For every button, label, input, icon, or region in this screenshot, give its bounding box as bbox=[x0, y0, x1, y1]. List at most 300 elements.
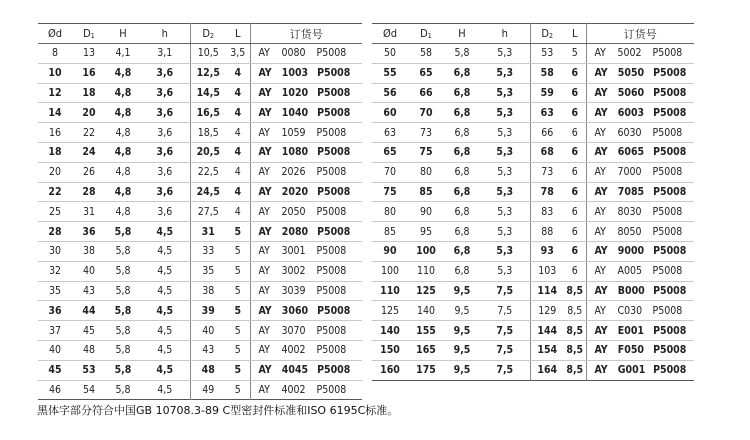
cell-L: 5 bbox=[226, 222, 250, 242]
cell-d: 150 bbox=[372, 340, 408, 360]
table-row bbox=[38, 321, 362, 341]
cell-d: 85 bbox=[372, 222, 408, 242]
order-number-part: P5008 bbox=[652, 166, 683, 179]
cell-d: 160 bbox=[380, 364, 400, 377]
cell-D1: 44 bbox=[72, 301, 106, 321]
order-number-part: AY bbox=[594, 304, 606, 317]
cell-D2: 12,5 bbox=[190, 63, 226, 83]
order-number-part: P5008 bbox=[317, 225, 351, 238]
table-row bbox=[372, 44, 694, 64]
cell-h: 3,6 bbox=[140, 202, 190, 222]
order-number-part: P5008 bbox=[652, 126, 683, 139]
cell-D1: 45 bbox=[72, 321, 106, 341]
footnote: 黑体字部分符合中国GB 10708.3-89 C型密封件标准和ISO 6195C标准。 bbox=[37, 404, 399, 417]
col-header-H: H bbox=[106, 24, 140, 44]
order-number-part: P5008 bbox=[653, 364, 687, 377]
order-number-part: 1003 bbox=[281, 67, 309, 80]
cell-D2: 35 bbox=[190, 261, 226, 281]
cell-L: 8,5 bbox=[564, 340, 586, 360]
cell-D1: 58 bbox=[408, 44, 444, 64]
cell-L: 4 bbox=[226, 83, 250, 103]
order-number-part: AY bbox=[258, 265, 270, 278]
table-row bbox=[372, 360, 694, 380]
cell-L: 8,5 bbox=[566, 364, 584, 377]
table-row bbox=[372, 63, 694, 83]
order-number-part: P5008 bbox=[316, 47, 347, 60]
cell-L: 6 bbox=[564, 241, 586, 261]
cell-D2: 27,5 bbox=[190, 202, 226, 222]
cell-H: 5,8 bbox=[106, 340, 140, 360]
cell-H: 6,8 bbox=[444, 83, 480, 103]
table-row bbox=[38, 261, 362, 281]
cell-L: 5 bbox=[226, 321, 250, 341]
cell-D1: 28 bbox=[72, 182, 106, 202]
cell-L: 4 bbox=[226, 123, 250, 143]
cell-L: 4 bbox=[226, 63, 250, 83]
cell-D1: 16 bbox=[72, 63, 106, 83]
cell-h: 5,3 bbox=[480, 123, 530, 143]
cell-d: 22 bbox=[38, 182, 72, 202]
cell-d: 14 bbox=[38, 103, 72, 123]
order-number-part: AY bbox=[594, 86, 608, 99]
table-row bbox=[372, 301, 694, 321]
cell-d: 140 bbox=[372, 321, 408, 341]
size-table-right bbox=[372, 23, 694, 381]
order-number-part: 4045 bbox=[281, 364, 309, 377]
cell-h: 4,5 bbox=[140, 261, 190, 281]
cell-H: 5,8 bbox=[106, 301, 140, 321]
cell-H: 4,8 bbox=[106, 63, 140, 83]
cell-D2: 20,5 bbox=[190, 142, 226, 162]
order-number-part: AY bbox=[594, 324, 608, 337]
order-number-part: AY bbox=[594, 245, 608, 258]
cell-d: 75 bbox=[372, 182, 408, 202]
cell-d: 80 bbox=[372, 202, 408, 222]
cell-order-number bbox=[250, 301, 362, 321]
cell-d: 18 bbox=[38, 142, 72, 162]
table-row bbox=[38, 222, 362, 242]
cell-D1: 54 bbox=[82, 383, 96, 396]
order-number-part: AY bbox=[258, 146, 272, 159]
cell-d: 40 bbox=[38, 340, 72, 360]
table-row bbox=[38, 241, 362, 261]
order-number-part: 2050 bbox=[281, 205, 306, 218]
order-number-part: 4002 bbox=[281, 383, 306, 396]
cell-order-number bbox=[586, 360, 694, 380]
cell-order-number bbox=[250, 103, 362, 123]
cell-h: 4,5 bbox=[140, 321, 190, 341]
cell-L: 6 bbox=[564, 142, 586, 162]
order-number-part: AY bbox=[258, 304, 272, 317]
cell-d: 25 bbox=[38, 202, 72, 222]
col-header-D2: $D_2$ bbox=[530, 24, 564, 44]
cell-D2: 40 bbox=[190, 321, 226, 341]
table-row bbox=[38, 162, 362, 182]
cell-H: 5,8 bbox=[106, 360, 140, 380]
order-number-part: P5008 bbox=[653, 86, 687, 99]
table-row bbox=[38, 182, 362, 202]
cell-D1: 38 bbox=[72, 241, 106, 261]
col-header-L: L bbox=[564, 24, 586, 44]
cell-L: 6 bbox=[564, 63, 586, 83]
cell-L: 5 bbox=[226, 301, 250, 321]
cell-D2: 78 bbox=[530, 182, 564, 202]
order-number-part: C030 bbox=[617, 304, 643, 317]
cell-H: 6,8 bbox=[444, 103, 480, 123]
cell-h: 3,6 bbox=[140, 123, 190, 143]
cell-H: 5,8 bbox=[444, 44, 480, 64]
cell-d: 46 bbox=[48, 383, 62, 396]
order-number-part: AY bbox=[258, 225, 272, 238]
cell-D1: 85 bbox=[408, 182, 444, 202]
order-number-part: AY bbox=[594, 47, 606, 60]
cell-H: 6,8 bbox=[444, 241, 480, 261]
order-number-part: AY bbox=[258, 344, 270, 357]
table-row bbox=[38, 340, 362, 360]
cell-D1: 95 bbox=[408, 222, 444, 242]
cell-h: 3,1 bbox=[140, 44, 190, 64]
cell-D1: 75 bbox=[408, 142, 444, 162]
cell-order-number bbox=[250, 182, 362, 202]
order-number-part: AY bbox=[594, 364, 608, 377]
cell-order-number bbox=[250, 340, 362, 360]
cell-order-number bbox=[250, 63, 362, 83]
cell-L: 6 bbox=[564, 261, 586, 281]
order-number-part: P5008 bbox=[316, 126, 347, 139]
order-number-part: E001 bbox=[617, 324, 644, 337]
order-number-part: P5008 bbox=[317, 86, 351, 99]
order-number-part: AY bbox=[258, 67, 272, 80]
cell-H: 6,8 bbox=[444, 123, 480, 143]
cell-L: 3,5 bbox=[226, 44, 250, 64]
order-number-part: P5008 bbox=[317, 146, 351, 159]
header-row bbox=[372, 24, 694, 44]
cell-L: 6 bbox=[564, 83, 586, 103]
order-number-part: AY bbox=[258, 245, 270, 258]
cell-D1: 22 bbox=[72, 123, 106, 143]
cell-D2: 114 bbox=[530, 281, 564, 301]
cell-L: 5 bbox=[226, 261, 250, 281]
table-row bbox=[372, 142, 694, 162]
order-number-part: 3039 bbox=[281, 284, 306, 297]
cell-h: 7,5 bbox=[496, 364, 514, 377]
cell-L: 5 bbox=[226, 241, 250, 261]
size-table-left bbox=[38, 23, 362, 400]
order-number-part: AY bbox=[258, 324, 270, 337]
cell-D1: 43 bbox=[72, 281, 106, 301]
order-number-part: AY bbox=[258, 205, 270, 218]
cell-D2: 93 bbox=[530, 241, 564, 261]
cell-order-number bbox=[250, 44, 362, 64]
cell-H: 4,8 bbox=[106, 103, 140, 123]
table-row bbox=[38, 103, 362, 123]
col-header-h: h bbox=[480, 24, 530, 44]
cell-order-number bbox=[586, 123, 694, 143]
cell-d: 20 bbox=[38, 162, 72, 182]
cell-L: 4 bbox=[226, 103, 250, 123]
table-row bbox=[372, 123, 694, 143]
cell-D1: 31 bbox=[72, 202, 106, 222]
cell-h: 5,3 bbox=[480, 202, 530, 222]
order-number-part: P5008 bbox=[317, 304, 351, 317]
order-number-part: 1080 bbox=[281, 146, 309, 159]
cell-D1: 40 bbox=[72, 261, 106, 281]
order-number-part: AY bbox=[258, 86, 272, 99]
order-number-part: P5008 bbox=[317, 185, 351, 198]
cell-h: 4,5 bbox=[140, 281, 190, 301]
cell-d: 55 bbox=[372, 63, 408, 83]
col-header-D1: $D_1$ bbox=[72, 24, 106, 44]
cell-h: 5,3 bbox=[480, 83, 530, 103]
cell-L: 5 bbox=[564, 44, 586, 64]
cell-D2: 10,5 bbox=[190, 44, 226, 64]
cell-order-number bbox=[250, 202, 362, 222]
cell-D2: 24,5 bbox=[190, 182, 226, 202]
order-number-part: P5008 bbox=[316, 205, 347, 218]
order-number-part: P5008 bbox=[316, 324, 347, 337]
order-number-part: P5008 bbox=[653, 185, 687, 198]
cell-D1: 125 bbox=[408, 281, 444, 301]
order-number-part: 2080 bbox=[281, 225, 309, 238]
order-number-part: 1059 bbox=[281, 126, 306, 139]
table-row bbox=[38, 44, 362, 64]
cell-H: 5,8 bbox=[106, 222, 140, 242]
order-number-part: 3002 bbox=[281, 265, 306, 278]
order-number-part: 8050 bbox=[617, 225, 642, 238]
cell-d: 8 bbox=[38, 44, 72, 64]
order-number-part: P5008 bbox=[653, 245, 687, 258]
order-number-part: P5008 bbox=[653, 106, 687, 119]
cell-D2: 63 bbox=[530, 103, 564, 123]
cell-D1: 175 bbox=[416, 364, 436, 377]
table-row bbox=[38, 83, 362, 103]
table-row bbox=[38, 202, 362, 222]
cell-order-number bbox=[250, 261, 362, 281]
table-row bbox=[372, 241, 694, 261]
order-number-part: P5008 bbox=[316, 166, 347, 179]
cell-h: 3,6 bbox=[140, 182, 190, 202]
col-header-L: L bbox=[226, 24, 250, 44]
cell-D1: 110 bbox=[408, 261, 444, 281]
order-number-part: AY bbox=[594, 284, 608, 297]
cell-h: 5,3 bbox=[480, 261, 530, 281]
cell-D1: 140 bbox=[408, 301, 444, 321]
cell-D2: 58 bbox=[530, 63, 564, 83]
cell-D2: 31 bbox=[190, 222, 226, 242]
table-row bbox=[372, 202, 694, 222]
cell-d: 16 bbox=[38, 123, 72, 143]
order-number-part: P5008 bbox=[316, 383, 347, 396]
cell-order-number bbox=[586, 162, 694, 182]
cell-order-number bbox=[250, 281, 362, 301]
cell-h: 5,3 bbox=[480, 222, 530, 242]
cell-order-number bbox=[250, 142, 362, 162]
cell-d: 45 bbox=[38, 360, 72, 380]
cell-D1: 100 bbox=[408, 241, 444, 261]
order-number-part: 6065 bbox=[617, 146, 645, 159]
order-number-part: 5050 bbox=[617, 67, 645, 80]
table-row bbox=[372, 83, 694, 103]
cell-H: 6,8 bbox=[444, 222, 480, 242]
order-number-part: 0080 bbox=[281, 47, 306, 60]
order-number-part: AY bbox=[258, 185, 272, 198]
order-number-part: P5008 bbox=[317, 106, 351, 119]
cell-d: 35 bbox=[38, 281, 72, 301]
cell-order-number bbox=[250, 83, 362, 103]
cell-order-number bbox=[586, 202, 694, 222]
cell-D2: 33 bbox=[190, 241, 226, 261]
cell-h: 4,5 bbox=[140, 360, 190, 380]
order-number-part: AY bbox=[258, 383, 270, 396]
cell-order-number bbox=[586, 142, 694, 162]
order-number-part: AY bbox=[594, 185, 608, 198]
cell-D2: 43 bbox=[190, 340, 226, 360]
order-number-part: P5008 bbox=[652, 47, 683, 60]
cell-h: 4,5 bbox=[140, 222, 190, 242]
cell-D2: 83 bbox=[530, 202, 564, 222]
order-number-part: AY bbox=[258, 47, 270, 60]
cell-L: 5 bbox=[226, 281, 250, 301]
order-number-part: P5008 bbox=[653, 344, 687, 357]
cell-D1: 90 bbox=[408, 202, 444, 222]
cell-H: 6,8 bbox=[444, 261, 480, 281]
cell-H: 6,8 bbox=[444, 142, 480, 162]
cell-H: 5,8 bbox=[115, 383, 131, 396]
cell-D1: 66 bbox=[408, 83, 444, 103]
order-number-part: 9000 bbox=[617, 245, 645, 258]
cell-D2: 68 bbox=[530, 142, 564, 162]
cell-H: 5,8 bbox=[106, 321, 140, 341]
cell-h: 5,3 bbox=[480, 182, 530, 202]
cell-h: 4,5 bbox=[140, 301, 190, 321]
cell-order-number bbox=[586, 321, 694, 341]
table-row bbox=[38, 63, 362, 83]
cell-D2: 129 bbox=[530, 301, 564, 321]
table-row bbox=[372, 162, 694, 182]
cell-L: 6 bbox=[564, 123, 586, 143]
cell-order-number bbox=[250, 222, 362, 242]
cell-h: 3,6 bbox=[140, 103, 190, 123]
table-row bbox=[372, 222, 694, 242]
cell-h: 3,6 bbox=[140, 83, 190, 103]
cell-D2: 38 bbox=[190, 281, 226, 301]
order-number-part: 3001 bbox=[281, 245, 306, 258]
order-number-part: AY bbox=[258, 284, 270, 297]
order-number-part: P5008 bbox=[653, 284, 687, 297]
cell-H: 5,8 bbox=[106, 281, 140, 301]
col-header-d: Ød bbox=[38, 24, 72, 44]
cell-D2: 154 bbox=[530, 340, 564, 360]
order-number-part: AY bbox=[258, 106, 272, 119]
col-header-D1: $D_1$ bbox=[408, 24, 444, 44]
order-number-part: AY bbox=[594, 67, 608, 80]
order-number-part: P5008 bbox=[316, 245, 347, 258]
cell-d: 125 bbox=[372, 301, 408, 321]
cell-L: 8,5 bbox=[564, 281, 586, 301]
cell-H: 9,5 bbox=[444, 340, 480, 360]
order-number-part: AY bbox=[594, 106, 608, 119]
cell-L: 4 bbox=[226, 202, 250, 222]
cell-H: 6,8 bbox=[444, 202, 480, 222]
cell-D2: 49 bbox=[190, 380, 226, 400]
order-number-part: 7000 bbox=[617, 166, 642, 179]
order-number-part: AY bbox=[594, 225, 606, 238]
cell-L: 8,5 bbox=[564, 321, 586, 341]
cell-order-number bbox=[250, 321, 362, 341]
order-number-part: 3060 bbox=[281, 304, 309, 317]
cell-D1: 18 bbox=[72, 83, 106, 103]
order-number-part: AY bbox=[594, 146, 608, 159]
order-number-part: 1040 bbox=[281, 106, 309, 119]
cell-order-number bbox=[586, 301, 694, 321]
cell-D2: 164 bbox=[530, 360, 564, 380]
cell-d: 37 bbox=[38, 321, 72, 341]
cell-H: 9,5 bbox=[444, 301, 480, 321]
order-number-part: P5008 bbox=[652, 304, 683, 317]
cell-L: 6 bbox=[564, 202, 586, 222]
cell-D2: 53 bbox=[530, 44, 564, 64]
order-number-part: P5008 bbox=[652, 265, 683, 278]
table-row bbox=[38, 123, 362, 143]
cell-H: 6,8 bbox=[444, 63, 480, 83]
order-number-part: G001 bbox=[617, 364, 646, 377]
cell-order-number bbox=[586, 241, 694, 261]
cell-D2: 16,5 bbox=[190, 103, 226, 123]
cell-D2: 73 bbox=[530, 162, 564, 182]
order-number-part: 7085 bbox=[617, 185, 645, 198]
cell-H: 4,8 bbox=[106, 83, 140, 103]
cell-H: 4,8 bbox=[106, 162, 140, 182]
cell-L: 4 bbox=[226, 162, 250, 182]
table-row bbox=[38, 281, 362, 301]
cell-order-number bbox=[586, 83, 694, 103]
order-number-part: P5008 bbox=[317, 364, 351, 377]
col-header-order-number: 订货号 bbox=[586, 24, 694, 44]
col-header-d: Ød bbox=[372, 24, 408, 44]
cell-D2: 22,5 bbox=[190, 162, 226, 182]
cell-L: 4 bbox=[226, 142, 250, 162]
cell-D2: 88 bbox=[530, 222, 564, 242]
cell-H: 4,1 bbox=[106, 44, 140, 64]
cell-h: 7,5 bbox=[480, 340, 530, 360]
cell-D2: 48 bbox=[190, 360, 226, 380]
cell-d: 10 bbox=[38, 63, 72, 83]
order-number-part: 1020 bbox=[281, 86, 309, 99]
order-number-part: 8030 bbox=[617, 205, 642, 218]
cell-D1: 70 bbox=[408, 103, 444, 123]
cell-d: 28 bbox=[38, 222, 72, 242]
col-header-H: H bbox=[444, 24, 480, 44]
order-number-part: P5008 bbox=[653, 324, 687, 337]
table-row bbox=[38, 360, 362, 380]
table-row bbox=[38, 380, 362, 400]
cell-d: 60 bbox=[372, 103, 408, 123]
table-row bbox=[372, 340, 694, 360]
cell-H: 6,8 bbox=[444, 162, 480, 182]
cell-d: 30 bbox=[38, 241, 72, 261]
cell-h: 5,3 bbox=[480, 162, 530, 182]
cell-D1: 80 bbox=[408, 162, 444, 182]
order-number-part: AY bbox=[258, 364, 272, 377]
order-number-part: P5008 bbox=[653, 146, 687, 159]
cell-H: 9,5 bbox=[444, 321, 480, 341]
cell-H: 4,8 bbox=[106, 182, 140, 202]
cell-L: 8,5 bbox=[564, 301, 586, 321]
cell-order-number bbox=[586, 44, 694, 64]
order-number-part: P5008 bbox=[317, 67, 351, 80]
cell-order-number bbox=[586, 340, 694, 360]
cell-d: 50 bbox=[372, 44, 408, 64]
